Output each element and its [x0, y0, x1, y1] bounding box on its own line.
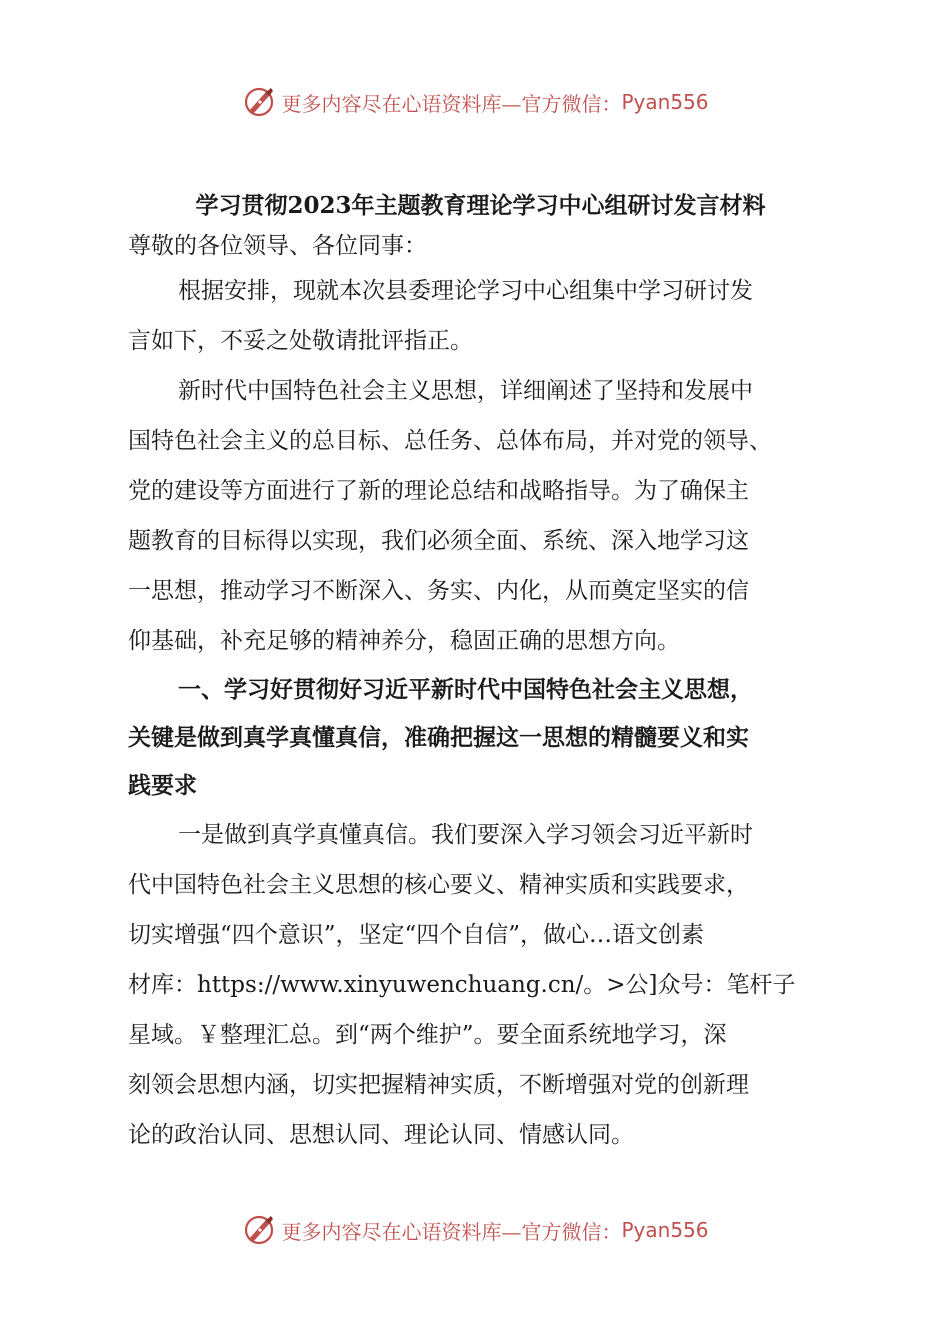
- heading-line: 关键是做到真学真懂真信，准确把握这一思想的精髓要义和实: [128, 724, 749, 751]
- paragraph-line: 言如下，不妥之处敬请批评指正。: [128, 328, 473, 354]
- intro-paragraph: [128, 266, 833, 366]
- paragraph-line: 切实增强“四个意识”，坚定“四个自信”，做心…语文创素: [128, 922, 705, 948]
- banner-text: 更多内容尽在心语资料库—官方微信：: [281, 1219, 622, 1244]
- pen-nib-circle-icon: [241, 84, 277, 120]
- paragraph-line: 根据安排，现就本次县委理论学习中心组集中学习研讨发: [178, 278, 753, 304]
- heading-line: 践要求: [128, 772, 197, 799]
- section-heading-1: [128, 666, 833, 810]
- paragraph-line: 仰基础，补充足够的精神养分，稳固正确的思想方向。: [128, 628, 680, 654]
- paragraph-line: 新时代中国特色社会主义思想，详细阐述了坚持和发展中: [178, 378, 753, 404]
- pen-nib-circle-icon: [241, 1212, 277, 1248]
- banner-wechat-id: Pyan556: [621, 90, 709, 114]
- paragraph-line: 材库：https://www.xinyuwenchuang.cn/。>公]众号：笔杆子: [128, 972, 796, 998]
- paragraph-line: 一思想，推动学习不断深入、务实、内化，从而奠定坚实的信: [128, 578, 749, 604]
- paragraph-line: 论的政治认同、思想认同、理论认同、情感认同。: [128, 1122, 634, 1148]
- paragraph-1: [128, 366, 833, 666]
- banner-wechat-id: Pyan556: [621, 1218, 709, 1242]
- paragraph-line: 刻领会思想内涵，切实把握精神实质，不断增强对党的创新理: [128, 1072, 749, 1098]
- document-body: [128, 186, 833, 1160]
- header-watermark-banner: [0, 82, 950, 122]
- paragraph-line: 国特色社会主义的总目标、总任务、总体布局，并对党的领导、: [128, 428, 772, 454]
- paragraph-line: 代中国特色社会主义思想的核心要义、精神实质和实践要求，: [128, 872, 749, 898]
- heading-line: 一、学习好贯彻好习近平新时代中国特色社会主义思想，: [178, 676, 753, 703]
- paragraph-line: 党的建设等方面进行了新的理论总结和战略指导。为了确保主: [128, 478, 749, 504]
- footer-watermark-banner: [0, 1210, 950, 1250]
- paragraph-line: 星域。￥整理汇总。到“两个维护”。要全面系统地学习，深: [128, 1022, 727, 1048]
- paragraph-line: 一是做到真学真懂真信。我们要深入学习领会习近平新时: [178, 822, 753, 848]
- salutation: 尊敬的各位领导、各位同事：: [128, 233, 427, 259]
- document-title: 学习贯彻2023年主题教育理论学习中心组研讨发言材料: [195, 192, 766, 219]
- banner-text: 更多内容尽在心语资料库—官方微信：: [281, 91, 622, 116]
- paragraph-line: 题教育的目标得以实现，我们必须全面、系统、深入地学习这: [128, 528, 749, 554]
- paragraph-2: [128, 810, 833, 1160]
